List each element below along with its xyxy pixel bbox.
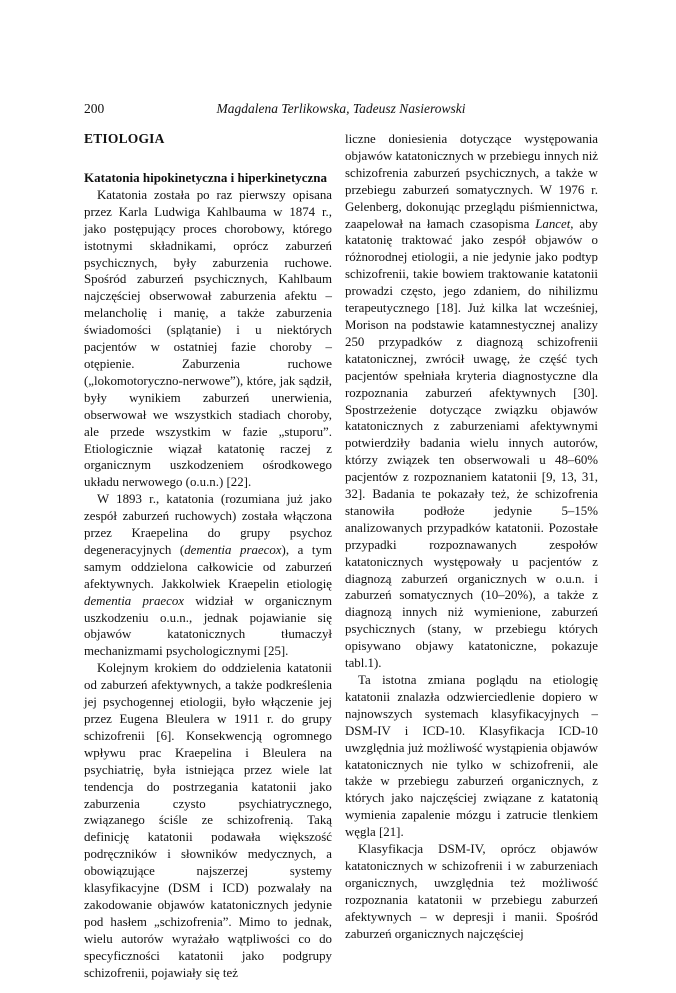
paragraph: Klasyfikacja DSM-IV, oprócz objawów katatonicznych w schizofrenii i w zaburzeniach organicznych, uwzględnia też możliwość rozpoznania katatonii w przebiegu zaburzeń afektywnych – w depresji i manii. Spośród zaburzeń organicznych najczęściej [345, 842, 598, 941]
paragraph [345, 131, 598, 672]
paragraph: Kolejnym krokiem do oddzielenia katatonii od zaburzeń afektywnych, a także podkreślenia jej psychogennej etiologii, było włączenie jej przez Eugena Bleulera w 1911 r. do grupy schizofrenii [6]. Konsekwencją ogromnego wpływu prac Kraepelina i Bleulera na psychiatrię, była istniejąca przez wiele lat tendencja do postrzegania katatonii jako zaburzenia czysto psychiatrycznego, związanego ściśle ze schizofrenią. Taką definicję katatonii podawała większość podręczników i słowników medycznych, a obowiązujące najszerzej systemy klasyfikacyjne (DSM i ICD) pozwalały na zakodowanie objawów katatonicznych jedynie pod hasłem „schizofrenia”. Mimo to jednak, wielu autorów wyrażało wątpliwości co do specyficzności katatonii jako podgrupy schizofrenii, pojawiały się też [84, 661, 332, 980]
paragraph: Ta istotna zmiana poglądu na etiologię katatonii znalazła odzwierciedlenie dopiero w najnowszych systemach klasyfikacyjnych – DSM-IV i ICD-10. Klasyfikacja ICD-10 uwzględnia już możliwość wystąpienia objawów katatonicznych nie tylko w schizofrenii, ale także w przebiegu zaburzeń organicznych, z których jako najczęściej związane z katatonią wymienia zapalenie mózgu i zatrucie tlenkiem węgla [21]. [345, 673, 598, 840]
section-heading: ETIOLOGIA [84, 131, 165, 146]
text-span: W 1893 r., katatonia (rozumiana już jako zespół zaburzeń ruchowych) została włączona przez Kraepelina do grupy psychoz degeneracyjnych ( [84, 492, 332, 557]
text-span: liczne doniesienia dotyczące występowania objawów katatonicznych w przebiegu innych niż schizofrenia zaburzeń psychicznych, a także w przebiegu zaburzeń somatycznych. W 1976 r. Gelenberg, dokonując przeglądu piśmiennictwa, zaapelował na łamach czasopisma [345, 132, 598, 231]
right-column [345, 131, 598, 943]
paragraph [84, 491, 332, 660]
text-span: widział w organicznym uszkodzeniu o.u.n., jednak pojawianie się objawów katatonicznych tłumaczył mechanizmami psychologicznymi [25]. [84, 593, 332, 659]
paragraph: Katatonia została po raz pierwszy opisana przez Karla Ludwiga Kahlbauma w 1874 r., jako postępujący proces chorobowy, którego istotnymi składnikami, oprócz zaburzeń psychicznych, były zaburzenia ruchowe. Spośród zaburzeń psychicznych, Kahlbaum najczęściej obserwował zaburzenia afektu – melancholię i manię, a także zaburzenia świadomości (splątanie) i u niektórych pacjentów w ostatniej fazie choroby – otępienie. Zaburzenia ruchowe („lokomotoryczno-nerwowe”), które, jak sądził, były wynikiem zaburzeń unerwienia, obserwował we wszystkich stadiach choroby, ale przede wszystkim w fazie „stuporu”. Etiologicznie wiązał katatonię raczej z organicznym uszkodzeniem ośrodkowego układu nerwowego (o.u.n.) [22]. [84, 187, 332, 490]
subheading: Katatonia hipokinetyczna i hiperkinetyczna [84, 170, 328, 185]
italic-term: dementia praecox [84, 593, 184, 608]
italic-term: dementia praecox [184, 542, 282, 557]
text-span: ), a tym samym oddzielona całkowicie od zaburzeń afektywnych. Jakkolwiek Kraepelin etiologię [84, 542, 332, 591]
page-header [84, 101, 598, 121]
italic-term: Lancet [535, 216, 571, 231]
left-column [84, 131, 332, 982]
text-span: , aby katatonię traktować jako zespół objawów o różnorodnej etiologii, a nie jedynie jako podtyp schizofrenii, takie bowiem traktowanie katatonii prowadzi często, jego zdaniem, do nihilizmu terapeutycznego [18]. Już kilka lat wcześniej, Morison na podstawie katamnestycznej analizy 250 przypadków z diagnozą schizofrenii katatonicznej, zwrócił uwagę, że część tych pacjentów spełniała kryteria diagnostyczne dla rozpoznania zaburzeń afektywnych [30]. Spostrzeżenie dotyczące związku objawów katatonicznych z zaburzeniami afektywnymi potwierdziły badania wielu innych autorów, którzy związek ten obserwowali u 48–60% pacjentów z rozpoznaniem katatonii [9, 13, 31, 32]. Badania te pokazały też, że schizofrenia stanowiła podłoże jedynie 5–15% analizowanych przypadków katatonii. Pozostałe przypadki rozpoznawanych zespołów katatonicznych występowały u pacjentów z diagnozą zaburzeń organicznych w o.u.n. i zaburzeń somatycznych (10–20%), a także z diagnozą innych niż wymienione, zaburzeń psychicznych (stany, w przebiegu których opisywano objawy katatoniczne, pokazuje tabl.1). [345, 216, 598, 671]
page-number: 200 [84, 101, 105, 116]
running-head: Magdalena Terlikowska, Tadeusz Nasierowski [216, 101, 466, 116]
